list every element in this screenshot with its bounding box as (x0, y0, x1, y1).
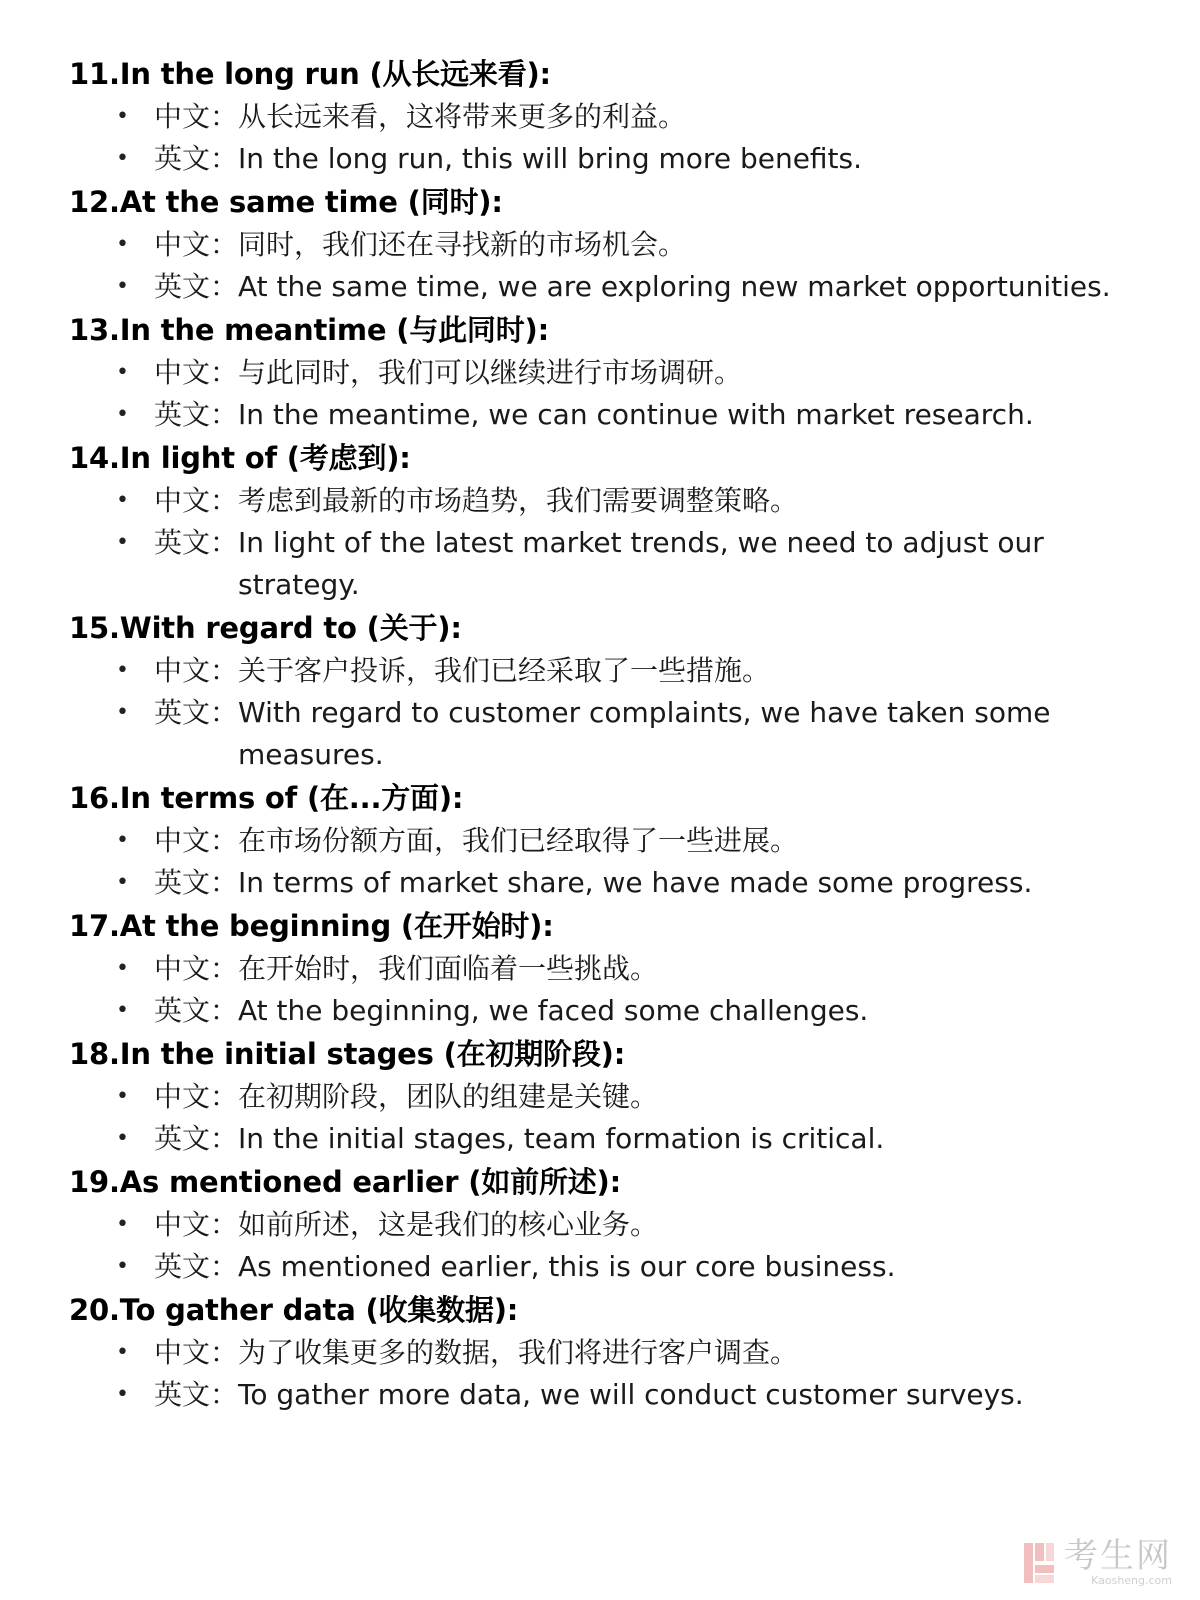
example-text: 从长远来看，这将带来更多的利益。 (238, 100, 687, 133)
phrase-heading (69, 436, 1200, 480)
example-label: 中文： (154, 654, 239, 687)
bullet-icon: • (116, 998, 129, 1023)
watermark-text (1064, 1536, 1172, 1587)
example-text: 同时，我们还在寻找新的市场机会。 (238, 228, 687, 261)
example-label: 中文： (154, 824, 239, 857)
bullet-icon: • (116, 488, 129, 513)
bullet-icon: • (116, 1084, 129, 1109)
phrase-title: At the beginning (在开始时): (119, 909, 554, 943)
phrase-number: 12. (69, 185, 120, 219)
example-english (0, 1246, 1200, 1288)
bullet-icon: • (116, 402, 129, 427)
example-list (0, 1332, 1200, 1416)
phrase-heading (69, 1288, 1200, 1332)
phrase-number: 15. (69, 611, 120, 645)
example-label: 英文： (154, 994, 239, 1027)
example-chinese (0, 352, 1200, 394)
phrase-number: 14. (69, 441, 120, 475)
example-text: 在开始时，我们面临着一些挑战。 (238, 952, 659, 985)
example-english (0, 522, 1200, 606)
example-label: 中文： (154, 356, 239, 389)
example-label: 英文： (154, 270, 239, 303)
example-english (0, 138, 1200, 180)
example-text: At the same time, we are exploring new market opportunities. (238, 270, 1111, 303)
example-text: As mentioned earlier, this is our core business. (238, 1250, 896, 1283)
example-english (0, 394, 1200, 436)
phrase-title: In the meantime (与此同时): (119, 313, 549, 347)
example-text: To gather more data, we will conduct customer surveys. (238, 1378, 1024, 1411)
phrase-heading (69, 1032, 1200, 1076)
phrase-title: At the same time (同时): (119, 185, 503, 219)
phrase-entry (0, 436, 1200, 606)
bullet-icon: • (116, 274, 129, 299)
bullet-icon: • (116, 700, 129, 725)
example-text: 如前所述，这是我们的核心业务。 (238, 1208, 659, 1241)
example-label: 英文： (154, 1122, 239, 1155)
example-label: 英文： (154, 1378, 239, 1411)
phrase-entry (0, 1160, 1200, 1288)
phrase-number: 19. (69, 1165, 120, 1199)
example-english (0, 862, 1200, 904)
phrase-heading (69, 1160, 1200, 1204)
bullet-icon: • (116, 828, 129, 853)
phrase-entry (0, 1032, 1200, 1160)
example-chinese (0, 1332, 1200, 1374)
phrase-list (0, 52, 1200, 1416)
phrase-title: To gather data (收集数据): (119, 1293, 519, 1327)
example-list (0, 1076, 1200, 1160)
phrase-number: 11. (69, 57, 120, 91)
example-chinese (0, 1076, 1200, 1118)
example-english (0, 1374, 1200, 1416)
bullet-icon: • (116, 1126, 129, 1151)
example-label: 英文： (154, 142, 239, 175)
bullet-icon: • (116, 1382, 129, 1407)
bullet-icon: • (116, 1340, 129, 1365)
example-list (0, 820, 1200, 904)
example-english (0, 266, 1200, 308)
phrase-entry (0, 904, 1200, 1032)
bullet-icon: • (116, 1254, 129, 1279)
phrase-entry (0, 180, 1200, 308)
example-english (0, 692, 1200, 776)
example-label: 中文： (154, 100, 239, 133)
example-chinese (0, 1204, 1200, 1246)
example-label: 英文： (154, 526, 239, 559)
example-english (0, 990, 1200, 1032)
phrase-entry (0, 52, 1200, 180)
example-list (0, 352, 1200, 436)
phrase-number: 16. (69, 781, 120, 815)
watermark-url: Kaosheng.com (1091, 1574, 1172, 1587)
phrase-title: In light of (考虑到): (119, 441, 411, 475)
phrase-entry (0, 1288, 1200, 1416)
example-list (0, 650, 1200, 776)
example-text: 在市场份额方面，我们已经取得了一些进展。 (238, 824, 799, 857)
example-text: With regard to customer complaints, we have taken some measures. (238, 696, 1051, 771)
example-list (0, 948, 1200, 1032)
example-label: 中文： (154, 1208, 239, 1241)
example-label: 英文： (154, 398, 239, 431)
phrase-title: As mentioned earlier (如前所述): (119, 1165, 622, 1199)
example-text: In light of the latest market trends, we need to adjust our strategy. (238, 526, 1044, 601)
example-label: 英文： (154, 866, 239, 899)
phrase-number: 20. (69, 1293, 120, 1327)
phrase-title: With regard to (关于): (119, 611, 462, 645)
phrase-number: 17. (69, 909, 120, 943)
bullet-icon: • (116, 530, 129, 555)
phrase-title: In terms of (在...方面): (119, 781, 464, 815)
example-chinese (0, 480, 1200, 522)
phrase-heading (69, 52, 1200, 96)
phrase-entry (0, 776, 1200, 904)
watermark (1022, 1536, 1172, 1587)
example-text: 与此同时，我们可以继续进行市场调研。 (238, 356, 743, 389)
phrase-heading (69, 180, 1200, 224)
example-label: 中文： (154, 484, 239, 517)
bullet-icon: • (116, 360, 129, 385)
phrase-number: 13. (69, 313, 120, 347)
example-list (0, 480, 1200, 606)
phrase-heading (69, 776, 1200, 820)
example-label: 英文： (154, 696, 239, 729)
phrase-heading (69, 904, 1200, 948)
example-text: In the meantime, we can continue with market research. (238, 398, 1034, 431)
example-label: 中文： (154, 952, 239, 985)
example-list (0, 96, 1200, 180)
bullet-icon: • (116, 870, 129, 895)
example-text: In terms of market share, we have made some progress. (238, 866, 1033, 899)
example-label: 中文： (154, 1336, 239, 1369)
example-label: 英文： (154, 1250, 239, 1283)
example-chinese (0, 650, 1200, 692)
example-list (0, 224, 1200, 308)
example-text: 为了收集更多的数据，我们将进行客户调查。 (238, 1336, 799, 1369)
example-text: 在初期阶段，团队的组建是关键。 (238, 1080, 659, 1113)
example-text: In the initial stages, team formation is critical. (238, 1122, 885, 1155)
bullet-icon: • (116, 104, 129, 129)
example-label: 中文： (154, 1080, 239, 1113)
phrase-entry (0, 606, 1200, 776)
example-chinese (0, 948, 1200, 990)
phrase-heading (69, 606, 1200, 650)
watermark-name: 考生网 (1064, 1536, 1172, 1576)
example-chinese (0, 224, 1200, 266)
bullet-icon: • (116, 658, 129, 683)
example-english (0, 1118, 1200, 1160)
example-text: At the beginning, we faced some challenges. (238, 994, 869, 1027)
phrase-title: In the long run (从长远来看): (119, 57, 551, 91)
bullet-icon: • (116, 956, 129, 981)
bullet-icon: • (116, 232, 129, 257)
phrase-entry (0, 308, 1200, 436)
example-text: 关于客户投诉，我们已经采取了一些措施。 (238, 654, 771, 687)
example-label: 中文： (154, 228, 239, 261)
example-chinese (0, 96, 1200, 138)
example-text: 考虑到最新的市场趋势，我们需要调整策略。 (238, 484, 799, 517)
phrase-title: In the initial stages (在初期阶段): (119, 1037, 626, 1071)
example-text: In the long run, this will bring more benefits. (238, 142, 863, 175)
phrase-number: 18. (69, 1037, 120, 1071)
kaosheng-logo-icon (1022, 1541, 1056, 1585)
example-list (0, 1204, 1200, 1288)
bullet-icon: • (116, 146, 129, 171)
bullet-icon: • (116, 1212, 129, 1237)
phrase-heading (69, 308, 1200, 352)
example-chinese (0, 820, 1200, 862)
